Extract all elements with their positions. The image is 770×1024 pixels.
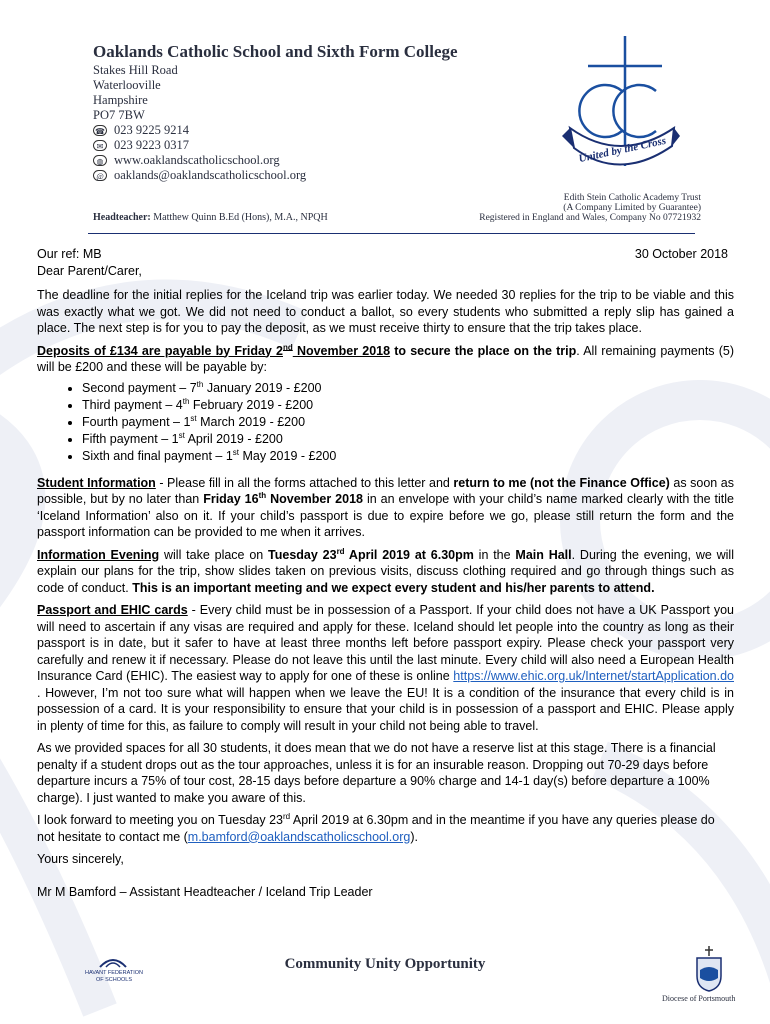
phone-icon: ☎ [93,125,107,136]
list-item: • Fourth payment – 1st March 2019 - £200 [82,414,734,431]
info-evening-heading: Information Evening [37,547,160,562]
headteacher-name: Matthew Quinn B.Ed (Hons), M.A., NPQH [153,212,328,223]
phone-row [93,123,189,138]
fax-number: 023 9223 0317 [114,138,189,152]
salutation: Dear Parent/Carer, [37,263,142,278]
signature-line: Mr M Bamford – Assistant Headteacher / Iceland Trip Leader [37,884,373,899]
ref-date-line [37,246,734,263]
list-item: • Fifth payment – 1st April 2019 - £200 [82,431,734,448]
at-icon: @ [93,170,107,181]
school-crest-logo [560,36,680,186]
address-line-1: Stakes Hill Road [93,63,178,77]
letter-body [37,246,734,906]
payment-schedule-list [37,380,734,465]
diocese-label: Diocese of Portsmouth [662,994,736,1003]
havant-federation-line-2: OF SCHOOLS [95,977,133,983]
fax-icon: ✉ [93,140,107,151]
passport-ehic-paragraph: Passport and EHIC cards - Every child must be in possession of a Passport. If your child does not have a UK Passport you will need to ascertain if any visas are required and apply for these. Iceland should let people into the country as long as their passport is in date, but it safer to have at least three months left before passport expiry. Please check your passport very carefully and renew it if necessary. Please do not leave this until the last minute. Every child will also need a European Health Insurance Card (EHIC). The easiest way to apply for one of these is online https://www.ehic.org.uk/Internet/startApplication.do . However, I’m not too sure what will happen when we leave the EU! It is a condition of the insurance that every child is in possession of a card. It is your responsibility to ensure that your child is in possession of a passport and EHIC. Please apply in plenty of time for this, as failure to comply will result in your child not being able to travel. [37,603,734,733]
trust-registration: Registered in England and Wales, Company No 07721932 [479,213,701,223]
information-evening-paragraph: Information Evening will take place on Tuesday 23rd April 2019 at 6.30pm in the Main Hall. During the evening, we will explain our plans for the trip, show slides taken on previous visits, discuss clothing required and go through things such as code of conduct. This is an important meeting and we expect every student and his/her parents to attend. [37,546,734,595]
deposit-sup: nd [282,342,293,352]
deposit-text-a: Deposits of £134 are payable by Friday 2 [37,343,283,358]
address-line-3: Hampshire [93,93,148,107]
closing-paragraph: I look forward to meeting you on Tuesday 23rd April 2019 at 6.30pm and in the meantime if you have any queries please do not hesitate to contact me (m.bamford@oaklandscatholicschool.org). [37,811,715,844]
diocese-crest-icon [694,946,724,992]
deadline-paragraph: The deadline for the initial replies for the Iceland trip was earlier today. We needed 30 replies for the trip to be viable and this was exactly what we got. We did not need to conduct a ballot, so every students who submitted a reply slip has gained a place. The next step is for you to pay the deposit, as we must receive thirty to ensure that the trip takes place. [37,288,734,335]
fax-row [93,138,189,153]
our-ref: Our ref: MB [37,247,102,261]
email-row [93,168,306,183]
svg-text:United by the Cross: United by the Cross [577,134,668,166]
address-line-2: Waterlooville [93,78,161,92]
student-info-heading: Student Information [37,475,156,490]
school-motto: Community Unity Opportunity [284,956,486,972]
list-item: • Second payment – 7th January 2019 - £200 [82,380,734,397]
havant-federation-line-1: HAVANT FEDERATION [85,970,143,976]
teacher-email-link[interactable]: m.bamford@oaklandscatholicschool.org [187,829,411,844]
headteacher-line [93,212,328,223]
globe-icon: ◍ [93,155,107,166]
website-link[interactable]: www.oaklandscatholicschool.org [114,153,280,167]
student-information-paragraph: Student Information - Please fill in all the forms attached to this letter and return to me (not the Finance Office) as soon as possible, but by no later than Friday 16th November 2018 in an envelope with your child’s name marked clearly with the title ‘Iceland Information’ also on it. If your child’s passport is due to expire before we go, please still return the form and the passport information can be provided to me when it arrives. [37,475,735,539]
trust-name: Edith Stein Catholic Academy Trust [563,193,701,203]
deposit-text-b: November 2018 [292,343,391,358]
website-row [93,153,280,168]
signoff: Yours sincerely, [37,852,124,866]
letter-date: 30 October 2018 [634,247,728,261]
header-divider [88,233,695,234]
phone-number: 023 9225 9214 [114,123,189,137]
passport-heading: Passport and EHIC cards [37,603,188,617]
trust-company-type: (A Company Limited by Guarantee) [563,203,701,213]
headteacher-label: Headteacher: [93,212,151,223]
list-item: • Third payment – 4th February 2019 - £200 [82,397,734,414]
school-email-link[interactable]: oaklands@oaklandscatholicschool.org [114,168,307,182]
deposit-text-c: to secure the place on the trip [390,343,577,358]
deposit-paragraph [37,343,734,376]
list-item: • Sixth and final payment – 1st May 2019 - £200 [82,448,734,465]
school-name: Oaklands Catholic School and Sixth Form College [93,42,458,61]
ehic-application-link[interactable]: https://www.ehic.org.uk/Internet/startApplication.do [453,669,734,683]
deposit-text-d: . All remaining payments (5) will be £200 and these will be payable by: [37,343,734,374]
address-postcode: PO7 7BW [93,108,145,122]
reserve-list-paragraph: As we provided spaces for all 30 students, it does mean that we do not have a reserve list at this stage. There is a financial penalty if a student drops out as the tour approaches, unless it is for an insurable reason. Dropping out 70-29 days before departure incurs a 75% of tour cost, 28-15 days before departure a 90% charge and 14-1 day(s) before departure a 100% charge). I just wanted to make you aware of this. [37,741,716,805]
